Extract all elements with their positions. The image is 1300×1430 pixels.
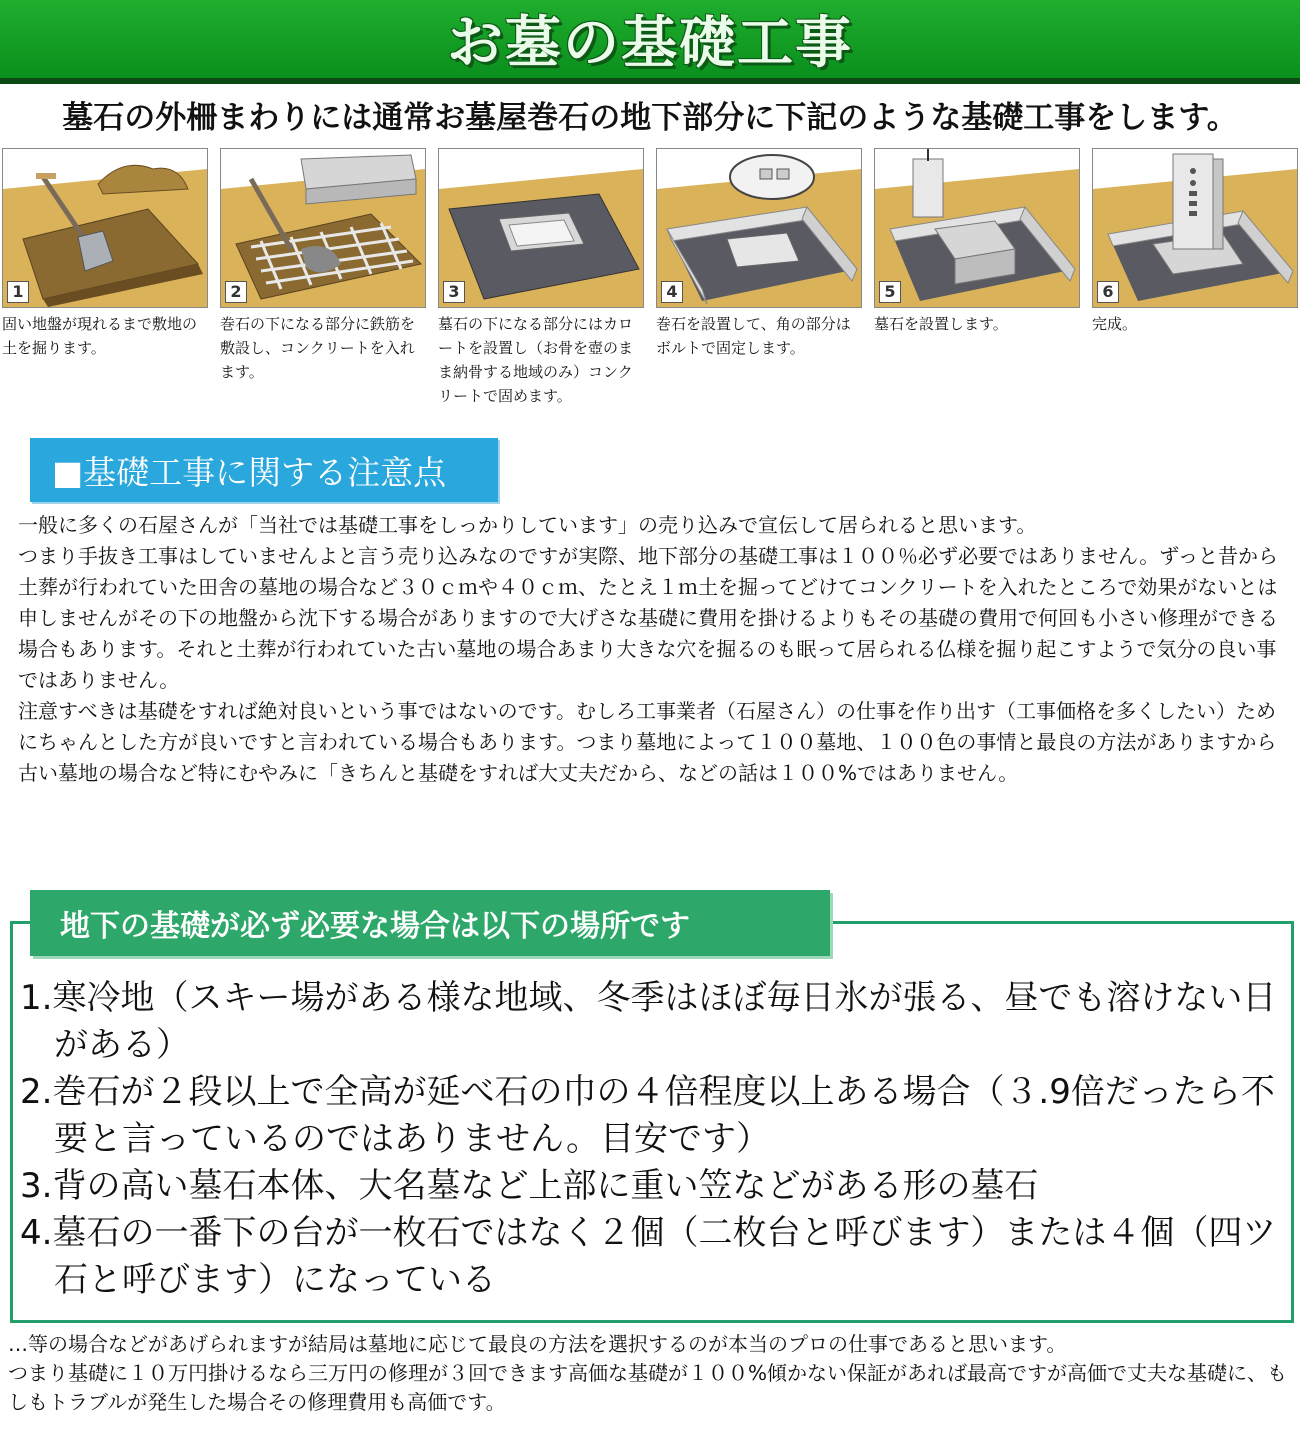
footer-text	[8, 1330, 1293, 1417]
step-caption: 墓石の下になる部分にはカロートを設置し（お骨を壺のまま納骨する地域のみ）コンクリートで固めます。	[438, 315, 634, 405]
step-1	[2, 148, 208, 360]
step-number: 5	[879, 281, 901, 303]
step-number: 3	[443, 281, 465, 303]
notice-paragraph: 注意すべきは基礎をすれば絶対良いという事ではないのです。むしろ工事業者（石屋さん）の仕事を作り出す（工事価格を多くしたい）ためにちゃんとした方が良いですと言われている場合もあります。つまり墓地によって１００墓地、１００色の事情と最良の方法がありますから古い墓地の場合など特にむやみに「きちんと基礎をすれば大丈夫だから、などの話は１００%ではありません。	[18, 699, 1277, 785]
step-5-illustration	[874, 148, 1080, 308]
requirements-list	[20, 975, 1285, 1304]
step-6	[1092, 148, 1298, 336]
notice-paragraph: 一般に多くの石屋さんが「当社では基礎工事をしっかりしています」の売り込みで宣伝して居られると思います。	[18, 513, 1037, 537]
requirement-item: 4.墓石の一番下の台が一枚石ではなく２個（二枚台と呼びます）または４個（四ツ石と呼びます）になっている	[20, 1213, 1277, 1300]
step-4	[656, 148, 862, 360]
step-number: 4	[661, 281, 683, 303]
step-number: 6	[1097, 281, 1119, 303]
notice-paragraph: つまり手抜き工事はしていませんよと言う売り込みなのですが実際、地下部分の基礎工事は１００％必ず必要ではありません。ずっと昔から土葬が行われていた田舎の墓地の場合など３０ｃｍや４０ｃｍ、たとえ１ｍ土を掘ってどけてコンクリートを入れたところで効果がないとは申しませんがその下の地盤から沈下する場合がありますので大げさな基礎に費用を掛けるよりもその基礎の費用で何回も小さい修理ができる場合もあります。それと土葬が行われていた古い墓地の場合あまり大きな穴を掘るのも眠って居られる仏様を掘り起こすようで気分の良い事ではありません。	[18, 544, 1278, 692]
requirement-item: 2.巻石が２段以上で全高が延べ石の巾の４倍程度以上ある場合（３.9倍だったら不要と言っているのではありません。目安です）	[20, 1072, 1275, 1159]
requirement-item: 3.背の高い墓石本体、大名墓など上部に重い笠などがある形の墓石	[20, 1166, 1039, 1206]
step-2-illustration	[220, 148, 426, 308]
step-caption: 巻石の下になる部分に鉄筋を敷設し、コンクリートを入れます。	[220, 315, 416, 381]
footer-paragraph: …等の場合などがあげられますが結局は墓地に応じて最良の方法を選択するのが本当のプロの仕事であると思います。	[8, 1332, 1067, 1356]
step-5	[874, 148, 1080, 336]
step-4-illustration	[656, 148, 862, 308]
step-3	[438, 148, 644, 408]
title-banner	[0, 0, 1300, 84]
step-number: 1	[7, 281, 29, 303]
step-1-illustration	[2, 148, 208, 308]
requirements-heading: 地下の基礎が必ず必要な場合は以下の場所です	[30, 890, 830, 956]
requirement-item: 1.寒冷地（スキー場がある様な地域、冬季はほぼ毎日氷が張る、昼でも溶けない日がある）	[20, 978, 1277, 1065]
notice-body	[18, 510, 1293, 789]
footer-paragraph: つまり基礎に１０万円掛けるなら三万円の修理が３回できます高価な基礎が１００%傾かない保証があれば最高ですが高価で丈夫な基礎に、もしもトラブルが発生した場合その修理費用も高価です。	[8, 1361, 1288, 1414]
step-3-illustration	[438, 148, 644, 308]
construction-steps	[0, 148, 1300, 438]
subtitle: 墓石の外柵まわりには通常お墓屋巻石の地下部分に下記のような基礎工事をします。	[62, 100, 1238, 136]
notice-heading: ■基礎工事に関する注意点	[30, 438, 498, 502]
step-caption: 完成。	[1092, 315, 1138, 333]
step-caption: 固い地盤が現れるまで敷地の土を掘ります。	[2, 315, 198, 357]
step-2	[220, 148, 426, 384]
step-caption: 巻石を設置して、角の部分はボルトで固定します。	[656, 315, 851, 357]
step-number: 2	[225, 281, 247, 303]
page-title: お墓の基礎工事	[447, 11, 853, 76]
step-6-illustration	[1092, 148, 1298, 308]
step-caption: 墓石を設置します。	[874, 315, 1008, 333]
